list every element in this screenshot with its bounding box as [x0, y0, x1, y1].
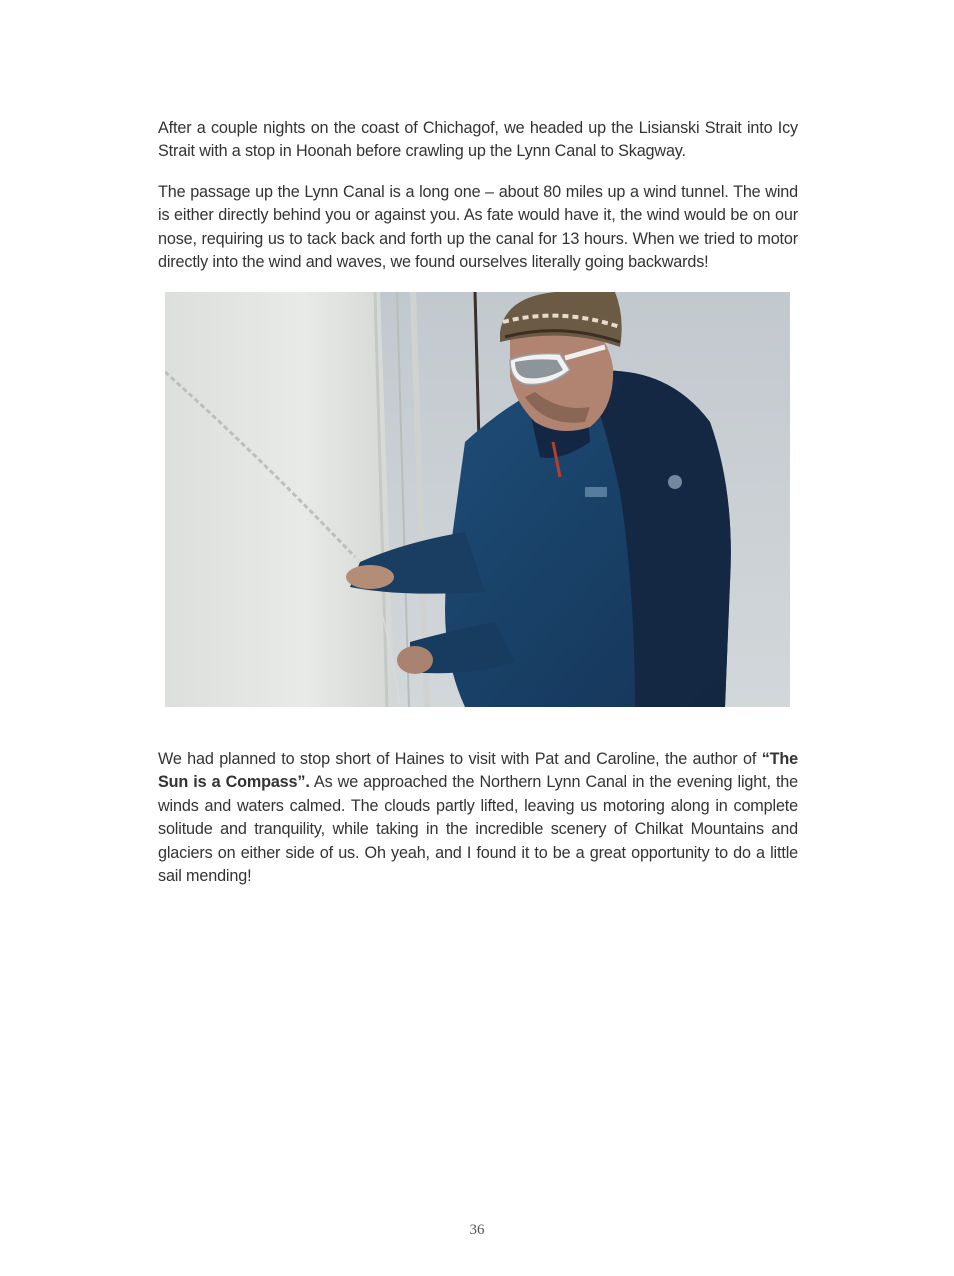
book-title: “The Sun is a Compass”. [158, 750, 798, 792]
paragraph-3-text-end: As we approached the Northern Lynn Canal in the evening light, the winds and waters calmed. The clouds partly lifted, leaving us motoring along in complete solitude and tranquility, while taking in the incredible scenery of Chilkat Mountains and glaciers on either side of us. Oh yeah, and I found it to be a great opportunity to do a little sail mending! [158, 773, 798, 886]
paragraph-2: The passage up the Lynn Canal is a long one – about 80 miles up a wind tunnel. The wind is either directly behind you or against you. As fate would have it, the wind would be on our nose, requiring us to tack back and forth up the canal for 13 hours. When we tried to motor directly into the wind and waves, we found ourselves literally going backwards! [158, 183, 798, 272]
paragraph-3-text-start: We had planned to stop short of Haines to visit with Pat and Caroline, the author of [158, 750, 762, 768]
page-number: 36 [469, 1222, 485, 1238]
sail-mending-photo [165, 292, 790, 707]
paragraph-3 [158, 748, 798, 888]
paragraph-1: After a couple nights on the coast of Chichagof, we headed up the Lisianski Strait into Icy Strait with a stop in Hoonah before crawling up the Lynn Canal to Skagway. [158, 119, 798, 161]
